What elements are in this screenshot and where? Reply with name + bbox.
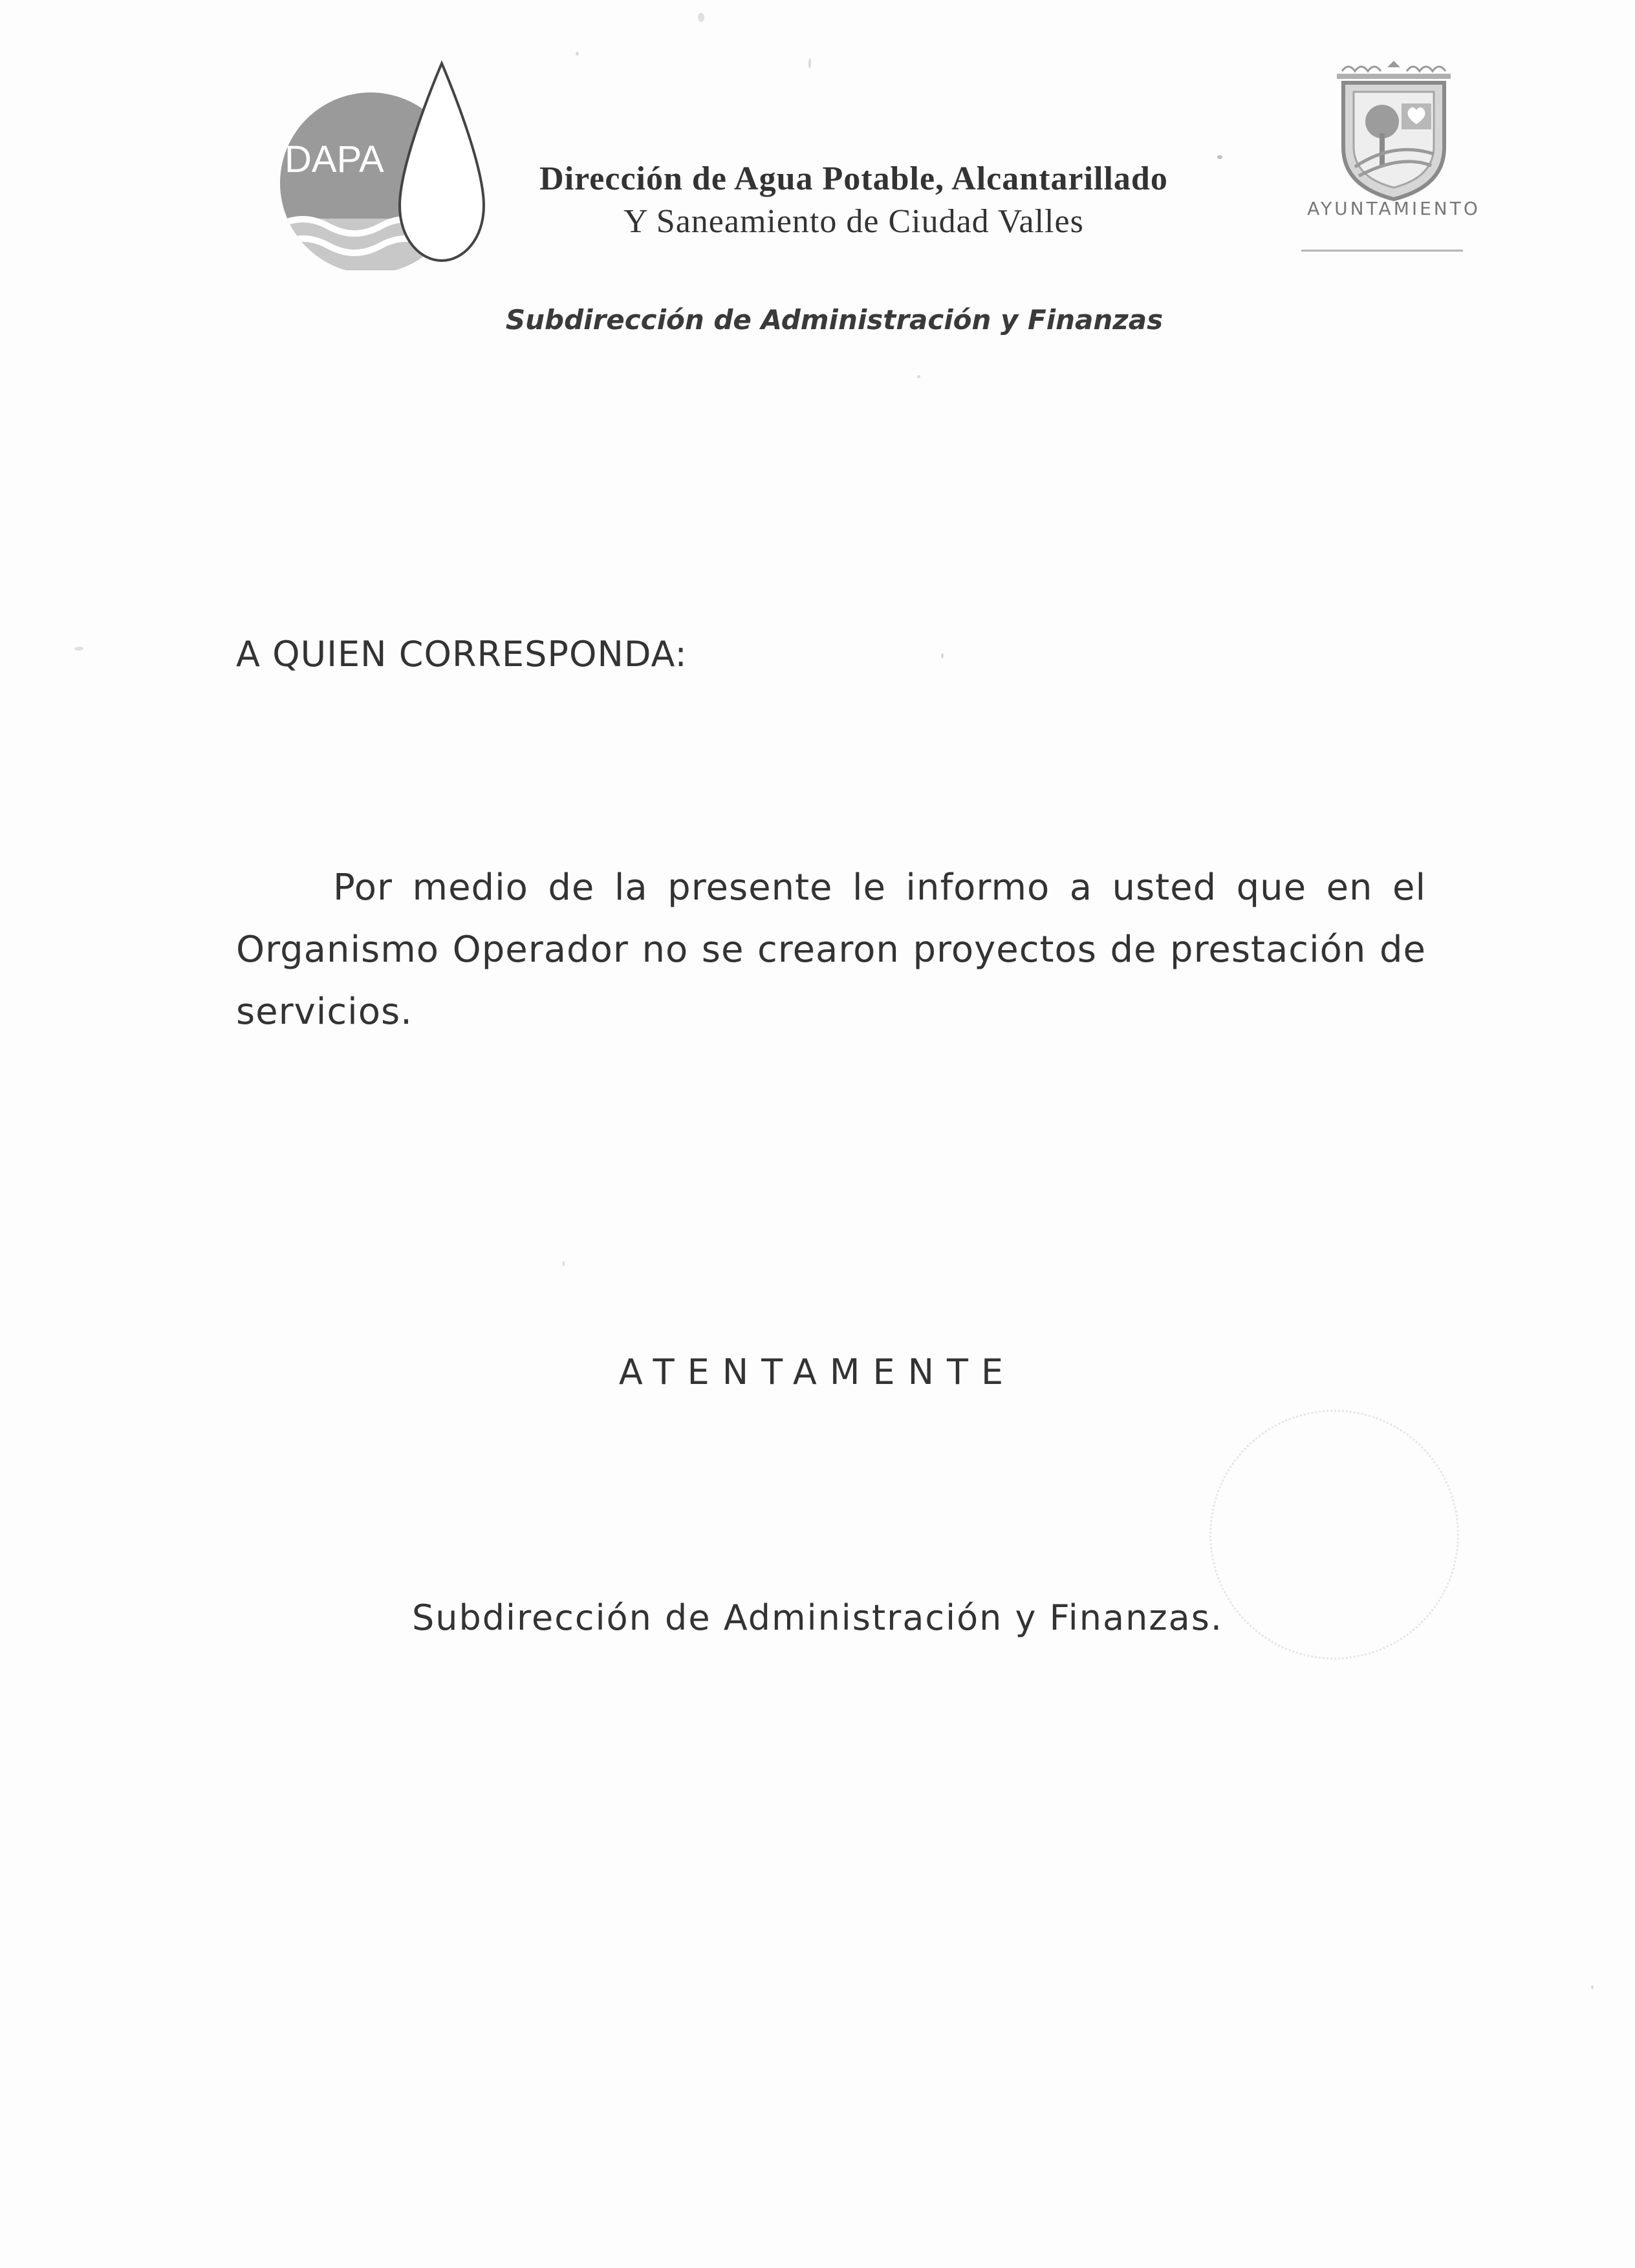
salutation: A QUIEN CORRESPONDA: [236, 634, 688, 675]
scan-speck [1591, 1985, 1594, 1989]
dapa-logo-text: DAPA [285, 138, 384, 180]
ayuntamiento-shield-icon [1329, 57, 1458, 212]
org-title-line1: Dirección de Agua Potable, Alcantarillado [539, 160, 1168, 197]
scan-speck [1217, 155, 1222, 159]
letter-body: Por medio de la presente le informo a usted que en el Organismo Operador no se crearon proyectos de prestación de servicios. [236, 867, 1426, 1033]
scan-speck [808, 58, 811, 69]
dapa-logo-icon [277, 57, 497, 270]
closing: ATENTAMENTE [618, 1352, 1017, 1392]
scan-speck [74, 647, 83, 651]
scan-speck [576, 52, 579, 56]
ayuntamiento-label: AYUNTAMIENTO [1307, 198, 1480, 219]
subdirection-header: Subdirección de Administración y Finanzas [505, 304, 1164, 336]
scan-speck [917, 375, 920, 378]
ayuntamiento-underline [1301, 250, 1463, 252]
organization-title [498, 158, 1209, 243]
signature-line: Subdirección de Administración y Finanzas. [411, 1597, 1224, 1638]
scan-speck [941, 653, 944, 658]
scan-speck [698, 13, 704, 22]
org-title-line2: Y Saneamiento de Ciudad Valles [623, 203, 1084, 240]
scan-speck [563, 1261, 565, 1266]
